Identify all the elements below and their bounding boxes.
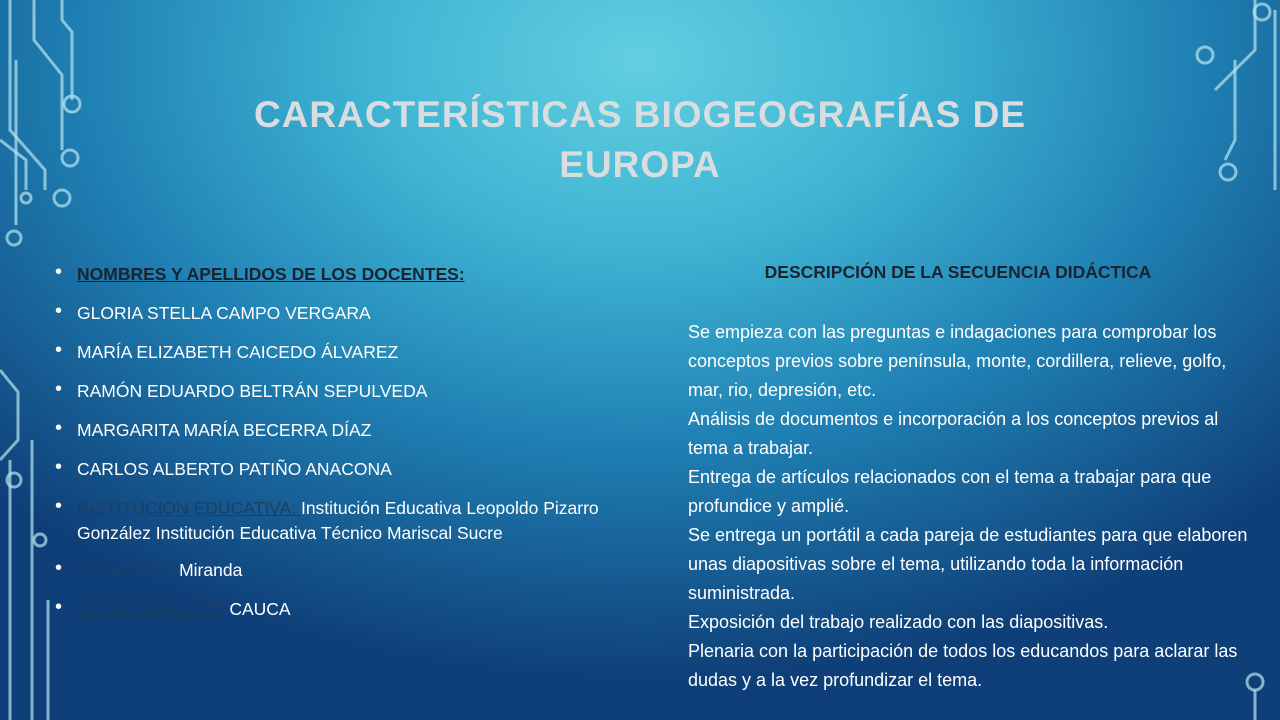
docente-name: CARLOS ALBERTO PATIÑO ANACONA	[77, 459, 392, 479]
docentes-label: NOMBRES Y APELLIDOS DE LOS DOCENTES:	[77, 264, 465, 284]
institucion-value: Institución Educativa Leopoldo Pizarro González Institución Educativa Técnico Mariscal Sucre	[77, 498, 599, 543]
circuit-node	[54, 190, 70, 206]
circuit-line	[0, 370, 18, 460]
list-item	[55, 340, 625, 365]
docente-name: GLORIA STELLA CAMPO VERGARA	[77, 303, 371, 323]
info-list	[55, 262, 625, 622]
description-paragraph: Exposición del trabajo realizado con las diapositivas.	[688, 612, 1109, 632]
circuit-node	[34, 534, 46, 546]
docente-name: MARÍA ELIZABETH CAICEDO ÁLVAREZ	[77, 342, 399, 362]
circuit-line	[34, 0, 62, 150]
municipio-value: Miranda	[174, 560, 243, 580]
description-body	[688, 318, 1248, 695]
circuit-node	[1247, 674, 1263, 690]
circuit-line	[0, 140, 26, 190]
docente-name: RAMÓN EDUARDO BELTRÁN SEPULVEDA	[77, 381, 428, 401]
left-column	[55, 262, 625, 636]
list-item	[55, 379, 625, 404]
description-paragraph: Se empieza con las preguntas e indagaciones para comprobar los conceptos previos sobre península, monte, cordillera, relieve, golfo, mar, rio, depresión, etc.	[688, 322, 1227, 400]
description-heading: DESCRIPCIÓN DE LA SECUENCIA DIDÁCTICA	[764, 262, 1152, 282]
departamento-value: CAUCA	[224, 599, 291, 619]
municipio-label: MUNICIPIO:	[77, 560, 175, 580]
circuit-node	[21, 193, 31, 203]
description-paragraph: Análisis de documentos e incorporación a los conceptos previos al tema a trabajar.	[688, 409, 1219, 458]
description-paragraph: Se entrega un portátil a cada pareja de estudiantes para que elaboren unas diapositivas sobre el tema, utilizando toda la información suministrada.	[688, 525, 1248, 603]
departamento-label: DEPARTAMENTO:	[77, 599, 225, 619]
list-item	[55, 418, 625, 443]
circuit-node	[62, 150, 78, 166]
institucion-label: INSTITUCION EDUCATIVA:	[77, 498, 301, 518]
description-paragraph: Entrega de artículos relacionados con el tema a trabajar para que profundice y amplié.	[688, 467, 1212, 516]
docente-name: MARGARITA MARÍA BECERRA DÍAZ	[77, 420, 372, 440]
circuit-node	[1220, 164, 1236, 180]
list-item	[55, 496, 625, 546]
slide-title: CARACTERÍSTICAS BIOGEOGRAFÍAS DE EUROPA	[253, 94, 1027, 185]
list-item	[55, 301, 625, 326]
list-item	[55, 558, 625, 583]
circuit-node	[7, 231, 21, 245]
list-item	[55, 457, 625, 482]
list-item	[55, 262, 625, 287]
description-paragraph: Plenaria con la participación de todos los educandos para aclarar las dudas y a la vez profundizar el tema.	[688, 641, 1238, 690]
list-item	[55, 597, 625, 622]
circuit-node	[1197, 47, 1213, 63]
